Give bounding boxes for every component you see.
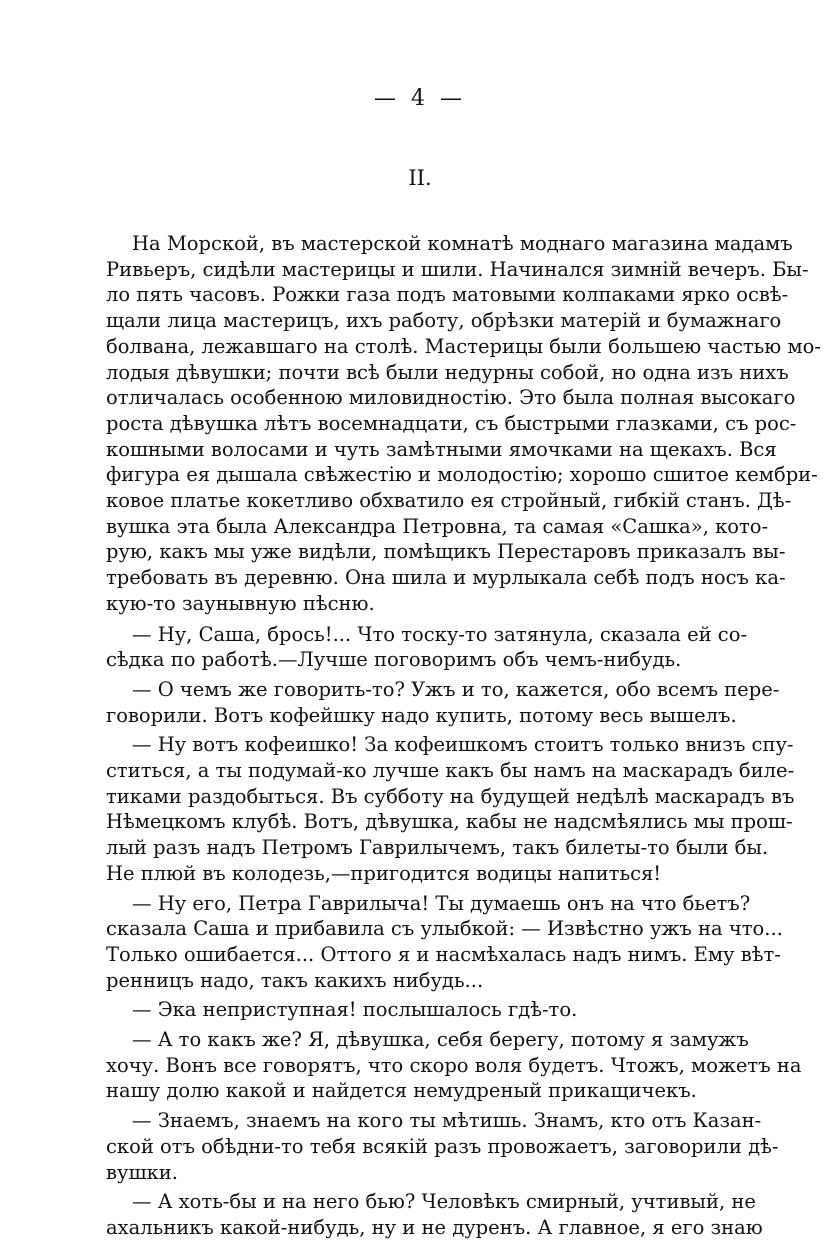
text-line [0, 996, 840, 1024]
text-line [0, 1159, 840, 1187]
chapter-heading: II. [408, 166, 432, 190]
text-line [0, 1052, 840, 1080]
text-line-content: — Ну, Саша, брось!... Что тоску-то затянула, сказала ей со- [132, 622, 748, 646]
text-line-content: — Ну его, Петра Гаврилыча! Ты думаешь онъ на что бьетъ? [132, 891, 751, 915]
text-line-content: сѣдка по работѣ.—Лучше поговоримъ объ чемъ-нибудь. [106, 648, 682, 672]
text-line-content: Не плюй въ колодезь,—пригодится водицы напиться! [106, 861, 662, 885]
text-line [0, 1026, 840, 1054]
text-line [0, 307, 840, 335]
text-line-content: — А то какъ же? Я, дѣвушка, себя берегу, потому я замужъ [132, 1028, 749, 1051]
text-line-content: ститься, а ты подумай-ко лучше какъ бы намъ на маскарадъ биле- [106, 759, 795, 782]
text-line-content: — Ну вотъ кофеишко! За кофеишкомъ стоитъ только внизъ спу- [132, 733, 794, 757]
text-line-content: тиками раздобыться. Въ субботу на будущей недѣлѣ маскарадъ въ [106, 784, 795, 808]
text-line [0, 834, 840, 862]
text-line-content: — Эка неприступная! послышалось гдѣ-то. [132, 998, 578, 1022]
text-line [0, 1133, 840, 1161]
text-line-content: сказала Саша и прибавила съ улыбкой: — Извѣстно ужъ на что... [106, 917, 783, 941]
text-line [0, 702, 840, 730]
text-line-content: требовать въ деревню. Она шила и мурлыкала себѣ подъ носъ ка- [106, 566, 786, 590]
text-line [0, 1107, 840, 1135]
text-line-content: фигура ея дышала свѣжестію и молодостію; хорошо сшитое кембри- [106, 463, 818, 487]
text-line [0, 564, 840, 592]
text-line-content: — Знаемъ, знаемъ на кого ты мѣтишь. Знамъ, кто отъ Казан- [132, 1109, 762, 1133]
text-line-content: вушки. [106, 1160, 178, 1184]
text-line [0, 646, 840, 674]
text-line [0, 1188, 840, 1216]
text-line-content: нашу долю какой и найдется немудреный прикащичекъ. [106, 1079, 697, 1103]
text-line [0, 1214, 840, 1242]
text-line [0, 915, 840, 943]
text-line-content: отличалась особенною миловидностію. Это была полная высокаго [106, 386, 796, 410]
text-line-content: вушка эта была Александра Петровна, та самая «Сашка», кото- [106, 514, 769, 538]
text-line [0, 808, 840, 836]
text-line [0, 783, 840, 811]
text-line [0, 967, 840, 995]
page-number: — 4 — [374, 86, 466, 111]
text-line [0, 731, 840, 759]
text-line-content: рую, какъ мы уже видѣли, помѣщикъ Перестаровъ приказалъ вы- [106, 540, 786, 564]
text-line-content: — О чемъ же говорить-то? Ужъ и то, кажется, обо всемъ пере- [132, 677, 780, 701]
text-line [0, 410, 840, 438]
text-line-content: На Морской, въ мастерской комнатѣ моднаго магазина мадамъ [132, 232, 793, 255]
text-line [0, 590, 840, 618]
text-line-content: ахальникъ какой-нибудь, ну и не дуренъ. А главное, я его знаю [106, 1215, 763, 1239]
text-line [0, 384, 840, 412]
text-line [0, 538, 840, 566]
text-line-content: ковое платье кокетливо обхватило ея стройный, гибкій станъ. Дѣ- [106, 489, 792, 512]
text-line [0, 676, 840, 704]
text-line-content: — А хоть-бы и на него бью? Человѣкъ смирный, учтивый, не [132, 1190, 756, 1214]
text-line [0, 513, 840, 541]
text-line-content: ло пять часовъ. Рожки газа подъ матовыми колпаками ярко освѣ- [106, 283, 789, 307]
text-line-content: щали лица мастерицъ, ихъ работу, обрѣзки матерій и бумажнаго [106, 309, 782, 333]
text-line-content: Нѣмецкомъ клубѣ. Вотъ, дѣвушка, кабы не надсмѣялись мы прош- [106, 810, 793, 834]
text-line-content: роста дѣвушка лѣтъ восемнадцати, съ быстрыми глазками, съ рос- [106, 411, 797, 435]
text-line-content: ской отъ обѣдни-то тебя всякій разъ провожаетъ, заговорили дѣ- [106, 1134, 779, 1158]
text-line-content: болвана, лежавшаго на столѣ. Мастерицы были большею частью мо- [106, 334, 821, 358]
text-line-content: Только ошибается... Оттого я и насмѣхалась надъ нимъ. Ему вѣт- [106, 942, 781, 966]
text-line [0, 487, 840, 515]
text-line-content: кую-то заунывную пѣсню. [106, 591, 375, 615]
text-line [0, 461, 840, 489]
text-line [0, 436, 840, 464]
text-line [0, 621, 840, 649]
text-line-content: лый разъ надъ Петромъ Гаврилычемъ, такъ билеты-то были бы. [106, 836, 769, 860]
text-line [0, 281, 840, 309]
text-line [0, 256, 840, 284]
text-line-content: говорили. Вотъ кофейшку надо купить, потому весь вышелъ. [106, 703, 737, 727]
text-line [0, 1077, 840, 1105]
text-line-content: ренницъ надо, такъ какихъ нибудь... [106, 968, 484, 992]
text-line [0, 890, 840, 918]
text-line [0, 230, 840, 258]
text-line [0, 757, 840, 785]
text-line-content: лодыя дѣвушки; почти всѣ были недурны собой, но одна изъ нихъ [106, 360, 789, 384]
text-line [0, 333, 840, 361]
text-line [0, 359, 840, 387]
text-line-content: кошными волосами и чуть замѣтными ямочками на щекахъ. Вся [106, 437, 777, 461]
text-line [0, 860, 840, 888]
text-line-content: хочу. Вонъ все говорятъ, что скоро воля будетъ. Чтожъ, можетъ на [106, 1053, 802, 1077]
text-line-content: Ривьеръ, сидѣли мастерицы и шили. Начинался зимній вечеръ. Бы- [106, 257, 809, 281]
text-line [0, 941, 840, 969]
